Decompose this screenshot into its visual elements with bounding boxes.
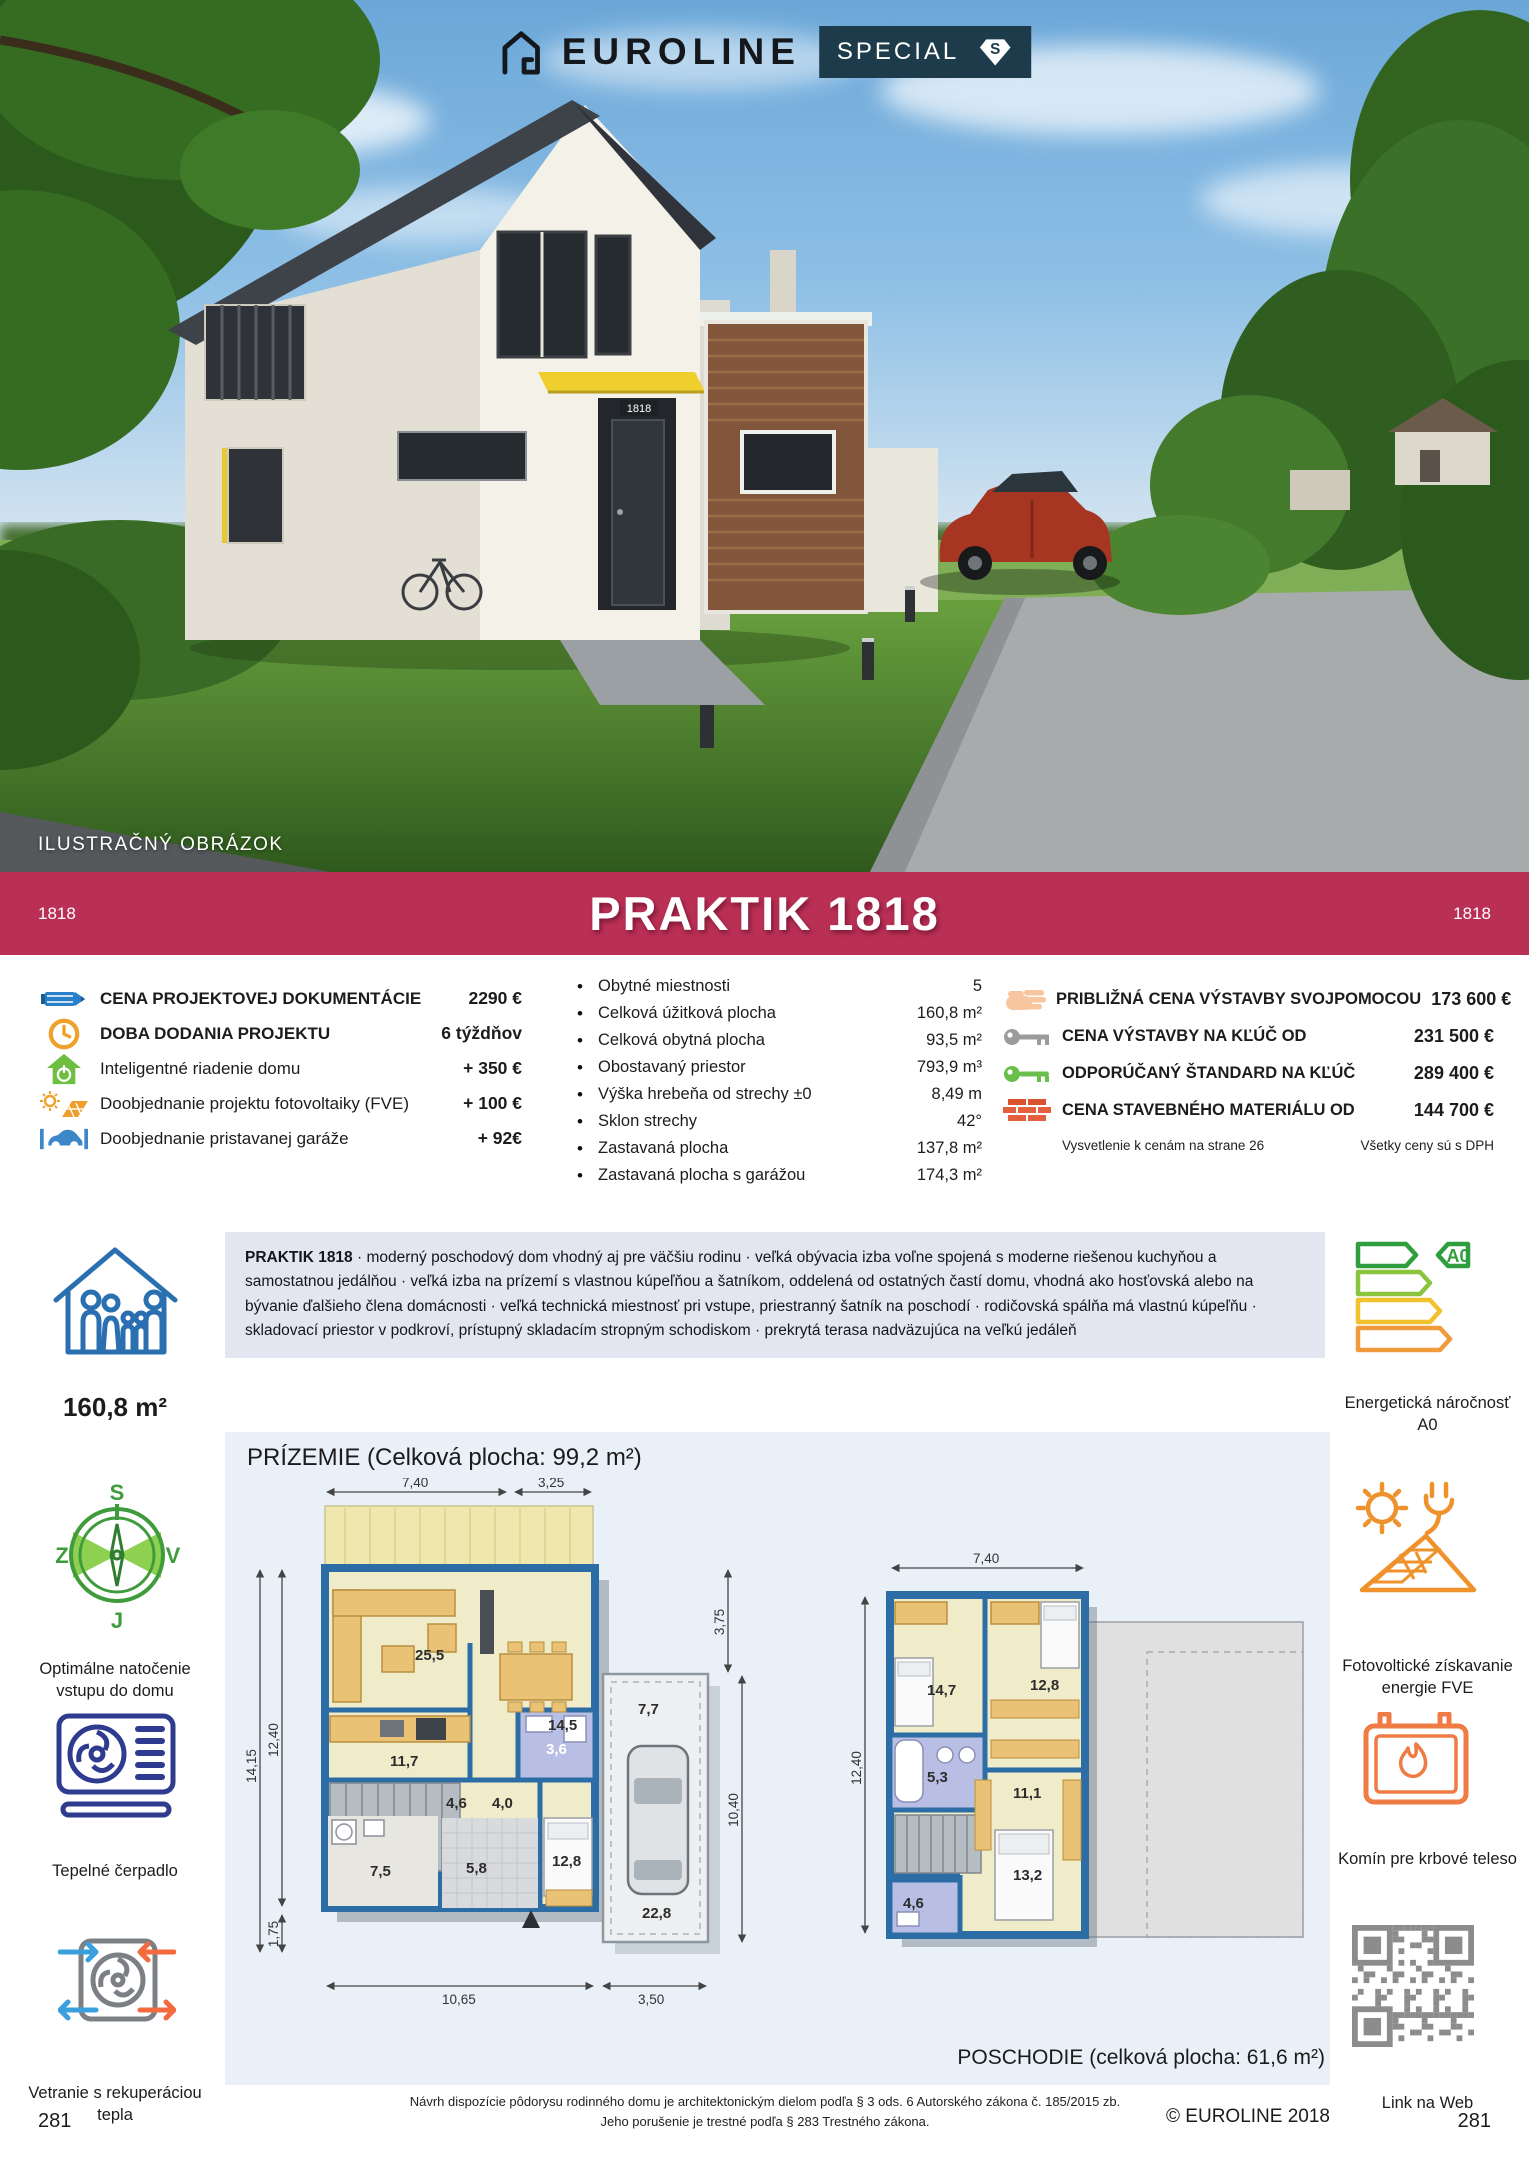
svg-text:S: S [990,40,1001,58]
copyright: © EUROLINE 2018 [1166,2106,1330,2127]
spec-label: Zastavaná plocha s garážou [598,1166,806,1184]
spec-row: • Zastavaná plocha s garážou 174,3 m² [577,1165,982,1185]
price-value: + 92€ [477,1128,522,1148]
heat-pump-icon [55,1712,177,1824]
price-row [40,1121,522,1156]
svg-text:5,8: 5,8 [466,1860,487,1877]
spec-row: • Obostavaný priestor 793,9 m³ [577,1057,982,1077]
qr-caption: Link na Web [1381,2094,1474,2112]
car-icon [40,1126,88,1152]
svg-text:3,6: 3,6 [546,1741,567,1758]
svg-text:3,25: 3,25 [538,1478,565,1490]
spec-row: • Celková obytná plocha 93,5 m² [577,1030,982,1050]
svg-text:14,15: 14,15 [244,1749,259,1783]
price-row [40,981,522,1016]
spec-value: 793,9 m³ [916,1058,982,1076]
upper-floor-title: POSCHODIE (celková plocha: 61,6 m²) [957,2046,1325,2069]
logo-bar [498,26,1032,78]
spec-label: Obytné miestnosti [598,977,731,995]
price-note-left: Vysvetlenie k cenám na strane 26 [1062,1138,1265,1153]
price-label: Inteligentné riadenie domu [100,1058,301,1078]
svg-text:4,0: 4,0 [492,1795,513,1812]
hall-tiles [442,1818,538,1908]
spec-value: 93,5 m² [926,1031,982,1049]
svg-text:11,1: 11,1 [1013,1785,1042,1802]
price-row [40,1051,522,1086]
house-illustration [0,0,1529,872]
energy-label-icon [1352,1240,1474,1354]
spec-value: 42° [957,1112,982,1130]
house-photo [0,0,1529,872]
spec-row: • Výška hrebeňa od strechy ±0 8,49 m [577,1084,982,1104]
svg-text:12,8: 12,8 [552,1853,582,1870]
yellow-canopy [538,372,705,392]
ventilation-caption: Vetranie s rekuperáciou tepla [28,2084,202,2125]
price-label: DOBA DODANIA PROJEKTU [100,1023,331,1043]
svg-text:10,65: 10,65 [442,1992,476,2007]
key-gray-icon [1002,1026,1052,1048]
house-code-right: 1818 [1453,903,1491,923]
price-value: + 100 € [463,1093,522,1113]
compass-icon [52,1480,182,1630]
price-value: 144 700 € [1413,1100,1494,1120]
solar-icon [40,1089,88,1119]
spec-label: Výška hrebeňa od strechy ±0 [598,1085,812,1103]
spec-value: 160,8 m² [916,1004,982,1022]
svg-text:7,40: 7,40 [973,1551,1000,1566]
svg-text:14,7: 14,7 [927,1682,957,1699]
stairs [895,1815,981,1873]
ventilation-icon [58,1928,176,2034]
house-family-icon [48,1238,183,1363]
svg-text:3,75: 3,75 [712,1608,727,1636]
page-number-right: 281 [1457,2110,1491,2132]
spec-row: • Celková úžitková plocha 160,8 m² [577,1003,982,1023]
legal-line-1: Návrh dispozície pôdorysu rodinného domu je architektonickým dielom podľa § 3 ods. 6 Autorského zákona č. 185/2015 zb. [409,2094,1121,2109]
price-label: Doobjednanie projektu fotovoltaiky (FVE) [100,1093,409,1113]
spec-label: Obostavaný priestor [598,1058,746,1076]
gem-s-icon [977,34,1013,70]
price-row [1002,1092,1494,1129]
compass-north: S [109,1480,125,1505]
compass-south: J [110,1608,124,1630]
terrace [325,1506,593,1568]
price-value: 231 500 € [1413,1026,1494,1046]
specs-column [562,973,982,1189]
compass-west: Z [55,1543,69,1568]
roof-terrace [1085,1622,1303,1937]
page-title: PRAKTIK 1818 [589,887,940,940]
svg-text:14,5: 14,5 [548,1717,578,1734]
qr-code[interactable] [1352,1925,1474,2047]
svg-text:10,40: 10,40 [726,1793,741,1827]
price-label: CENA STAVEBNÉHO MATERIÁLU OD [1062,1101,1355,1119]
description-body: · moderný poschodový dom vhodný aj pre väčšiu rodinu · veľká obývacia izba voľne spojená s moderne riešenou kuchyňou a samostatnou jedálňou · veľká izba na prízemí s vlastnou kúpeľňou a šatníkom, oddelená od ostatných častí domu, vhodná ako hosťovská alebo na bývanie ďalšieho člena domácnosti · veľká technická miestnosť pri vstupe, priestranný šatník na poschodí · rodičovská spálňa má vlastnú kúpeľňu · skladovací priestor v podkroví, prístupný skladacím stropným schodiskom · prekrytá terasa nadväzujúca na veľkú jedáleň [245,1249,1257,1340]
svg-text:1,75: 1,75 [266,1920,281,1948]
photo-caption: ILUSTRAČNÝ OBRÁZOK [38,834,284,855]
key-green-icon [1002,1063,1052,1085]
svg-text:13,2: 13,2 [1013,1867,1043,1884]
price-label: PRIBLIŽNÁ CENA VÝSTAVBY SVOJPOMOCOU [1056,990,1422,1008]
spec-value: 174,3 m² [916,1166,982,1184]
compass-caption: Optimálne natočenie vstupu do domu [39,1660,191,1701]
house-description [225,1232,1325,1358]
pricing-left-column [40,981,522,1156]
compass-east: V [165,1543,181,1568]
description-lead: PRAKTIK 1818 [245,1249,353,1266]
ground-floor-title: PRÍZEMIE (Celková plocha: 99,2 m²) [247,1444,642,1471]
spec-value: 5 [972,977,982,995]
svg-text:25,5: 25,5 [415,1647,445,1664]
spec-value: 137,8 m² [916,1139,982,1157]
price-row [40,1086,522,1121]
price-label: Doobjednanie pristavanej garáže [100,1128,349,1148]
spec-value: 8,49 m [931,1085,982,1103]
price-row [1002,1055,1494,1092]
smart-home-icon [40,1052,88,1086]
spec-row: • Obytné miestnosti 5 [577,976,982,996]
price-row [1002,981,1512,1018]
svg-text:7,5: 7,5 [370,1863,391,1880]
spec-label: Celková úžitková plocha [598,1004,776,1022]
pencil-icon [40,989,88,1009]
chimney-fireplace-icon [1360,1712,1472,1808]
info-strip [0,955,1529,1232]
svg-text:7,40: 7,40 [402,1478,429,1490]
svg-text:12,8: 12,8 [1030,1677,1060,1694]
price-note-right: Všetky ceny sú s DPH [1360,1138,1494,1153]
svg-text:7,7: 7,7 [638,1701,659,1718]
upper-floor-plan [845,1540,1325,1980]
svg-text:12,40: 12,40 [849,1751,864,1785]
spec-label: Zastavaná plocha [598,1139,729,1157]
house-code-left: 1818 [38,903,76,923]
price-row [40,1016,522,1051]
heat-pump-caption: Tepelné čerpadlo [52,1862,178,1880]
title-banner [0,872,1529,955]
price-value: 6 týždňov [441,1023,522,1043]
fve-icon [1352,1478,1480,1600]
spec-row: • Zastavaná plocha 137,8 m² [577,1138,982,1158]
price-value: + 350 € [463,1058,522,1078]
hand-icon [1002,985,1046,1015]
price-label: CENA PROJEKTOVEJ DOKUMENTÁCIE [100,988,422,1008]
clock-icon [40,1017,88,1051]
svg-text:12,40: 12,40 [266,1723,281,1757]
price-label: CENA VÝSTAVBY NA KĽÚČ OD [1062,1027,1307,1045]
svg-text:5,3: 5,3 [927,1769,948,1786]
svg-text:4,6: 4,6 [446,1795,467,1812]
price-label: ODPORÚČANÝ ŠTANDARD NA KĽÚČ [1062,1064,1356,1082]
price-row [1002,1018,1494,1055]
special-badge [819,26,1031,78]
chimney-caption: Komín pre krbové teleso [1338,1850,1517,1868]
svg-text:11,7: 11,7 [390,1753,419,1770]
pricing-right-column [1002,981,1512,1153]
page-number-left: 281 [38,2110,72,2132]
energy-caption: Energetická náročnosť A0 [1344,1394,1511,1435]
bricks-icon [1002,1098,1052,1124]
energy-class-label: A0 [1446,1246,1470,1266]
euroline-logo-icon [498,29,544,75]
svg-text:3,50: 3,50 [638,1992,665,2007]
legal-line-2: Jeho porušenie je trestné podľa § 283 Trestného zákona. [600,2114,930,2130]
spec-label: Sklon strechy [598,1112,698,1130]
svg-text:4,6: 4,6 [903,1895,924,1912]
usable-area-label: 160,8 m² [62,1392,168,1422]
price-value: 289 400 € [1413,1063,1494,1083]
price-value: 2290 € [468,988,522,1008]
price-value: 173 600 € [1431,989,1512,1009]
spec-label: Celková obytná plocha [598,1031,765,1049]
brand-name: EUROLINE [561,31,801,72]
house-number-plate: 1818 [626,403,652,415]
spec-row: • Sklon strechy 42° [577,1111,982,1131]
price-notes [1002,1138,1494,1153]
special-badge-label: SPECIAL [836,38,960,65]
svg-text:22,8: 22,8 [642,1905,672,1922]
ground-floor-plan [230,1478,840,2038]
fve-caption: Fotovoltické získavanie energie FVE [1342,1657,1513,1698]
